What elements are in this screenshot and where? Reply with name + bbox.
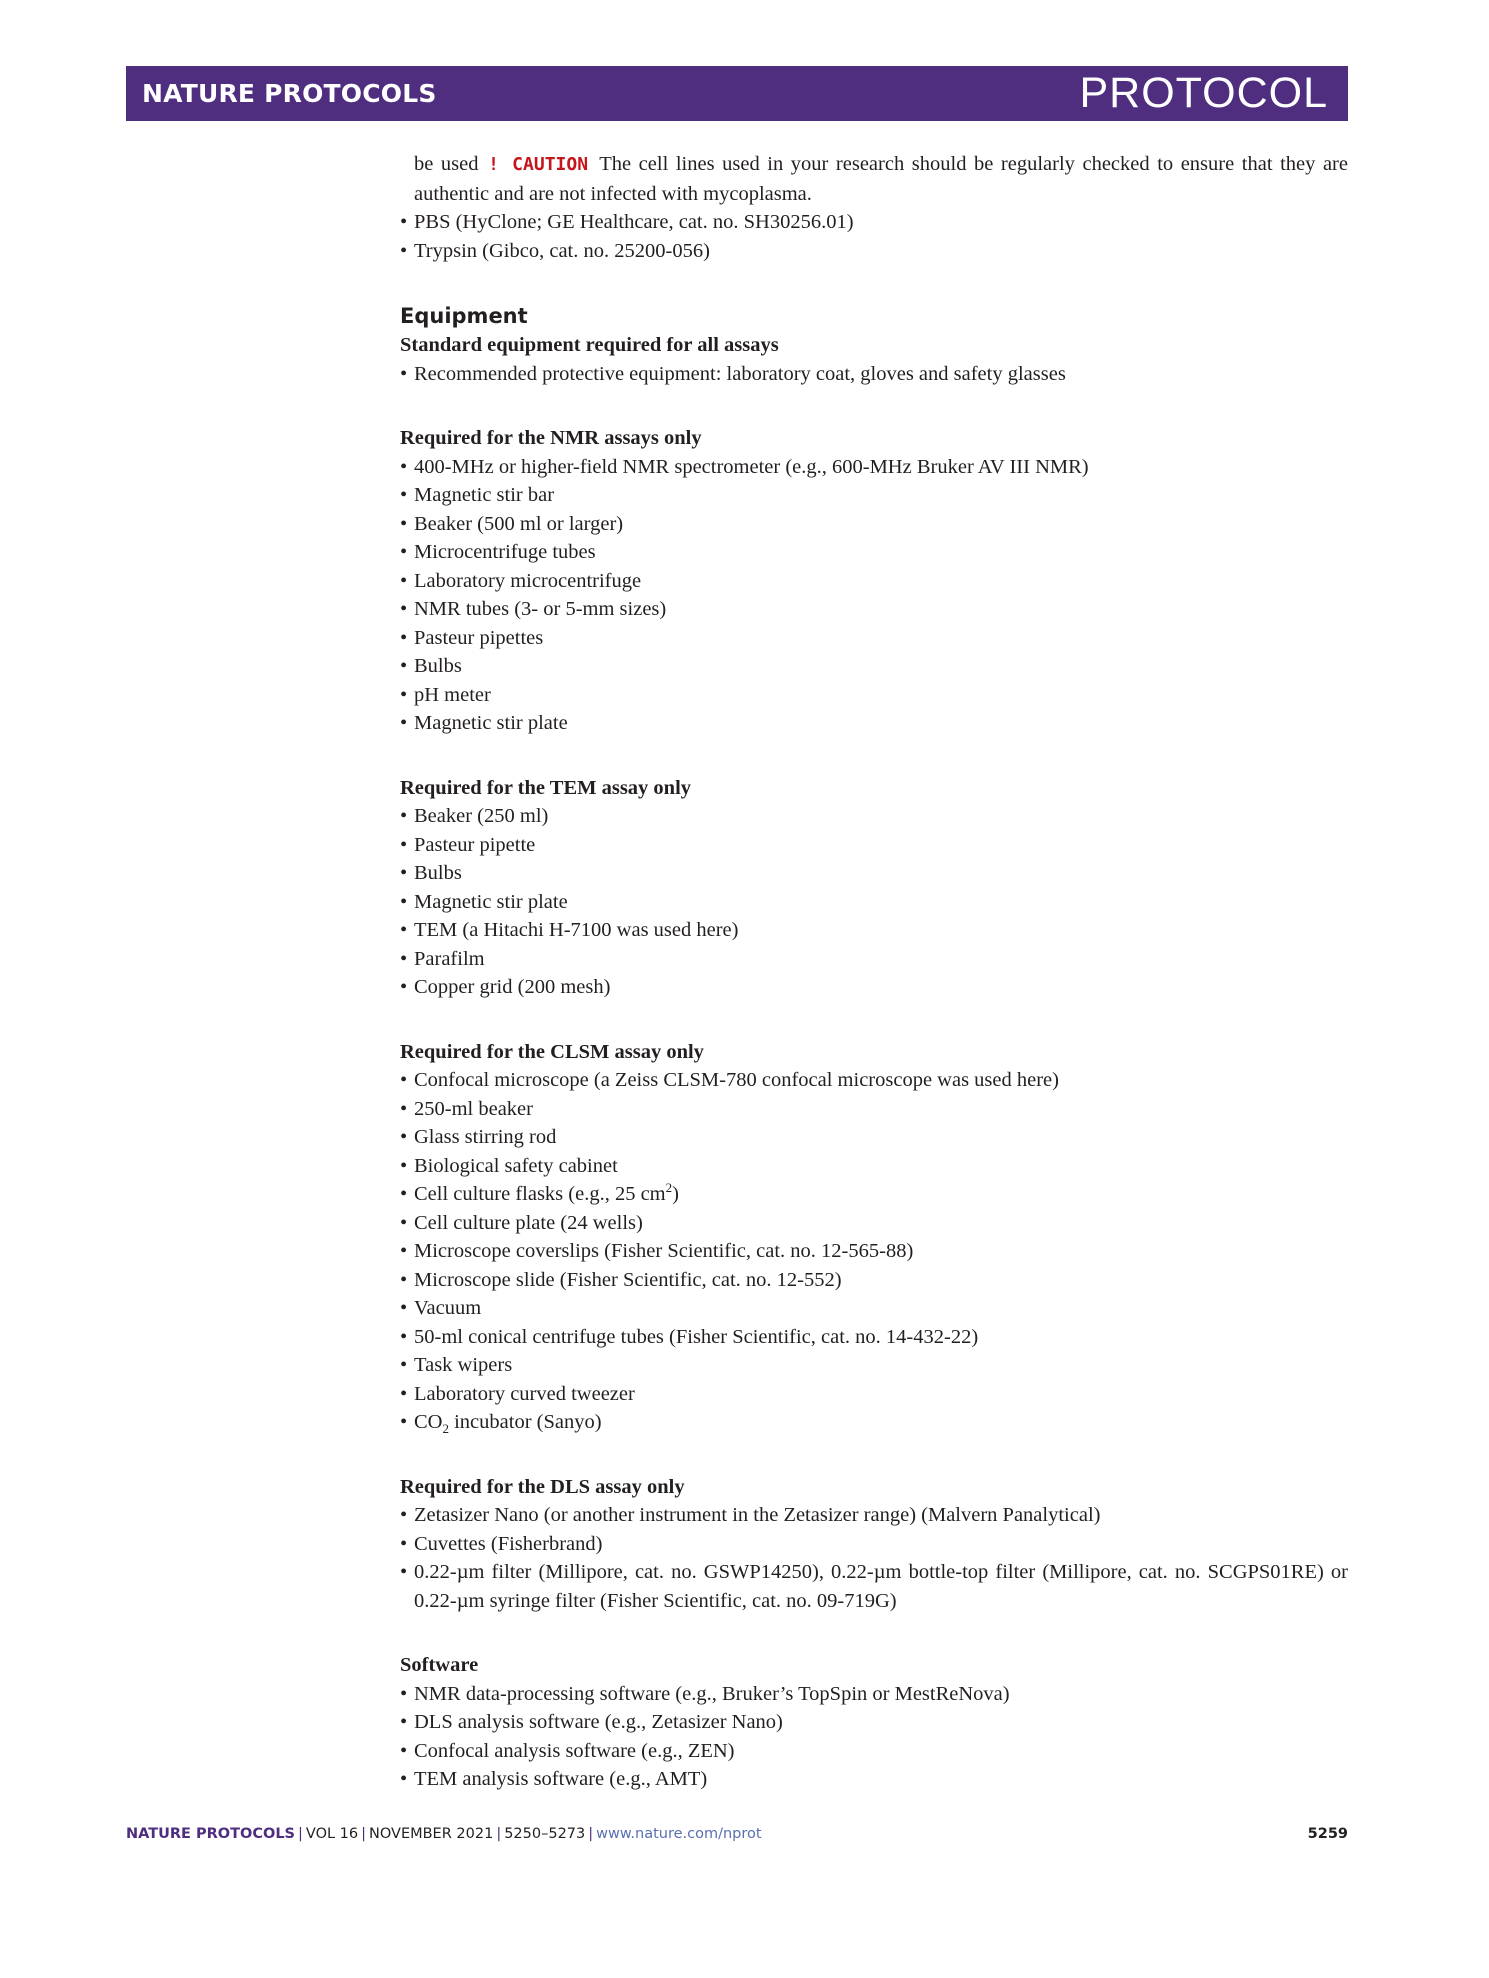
footer-citation (126, 1826, 762, 1842)
page-content (400, 150, 1348, 1794)
list-item: • NMR tubes (3- or 5-mm sizes) (400, 595, 1348, 624)
caution-label: ! CAUTION (488, 154, 589, 175)
subsection-title-dls: Required for the DLS assay only (400, 1475, 685, 1498)
list-item: • 250-ml beaker (400, 1095, 1348, 1124)
list-item: • Zetasizer Nano (or another instrument in the Zetasizer range) (Malvern Panalytical) (400, 1501, 1348, 1530)
standard-equipment-list (400, 360, 1348, 389)
list-item: • Laboratory microcentrifuge (400, 567, 1348, 596)
footer-url-link[interactable]: www.nature.com/nprot (596, 1826, 762, 1842)
list-item: • Microscope coverslips (Fisher Scientific, cat. no. 12-565-88) (400, 1237, 1348, 1266)
list-item: • Biological safety cabinet (400, 1152, 1348, 1181)
list-item: • pH meter (400, 681, 1348, 710)
list-item: • Vacuum (400, 1294, 1348, 1323)
software-list (400, 1680, 1348, 1794)
list-item: • Beaker (250 ml) (400, 802, 1348, 831)
separator: | (361, 1826, 367, 1842)
article-type: PROTOCOL (1079, 69, 1328, 117)
separator: | (298, 1826, 303, 1842)
footer-journal: NATURE PROTOCOLS (126, 1826, 296, 1842)
list-item: • Confocal microscope (a Zeiss CLSM-780 confocal microscope was used here) (400, 1066, 1348, 1095)
page-footer (126, 1826, 1348, 1848)
list-item: • Parafilm (400, 945, 1348, 974)
list-item: • TEM analysis software (e.g., AMT) (400, 1765, 1348, 1794)
list-item (400, 1408, 1348, 1437)
list-item: • Cell culture plate (24 wells) (400, 1209, 1348, 1238)
tem-equipment-list (400, 802, 1348, 1002)
list-item: • Microscope slide (Fisher Scientific, cat. no. 12-552) (400, 1266, 1348, 1295)
list-item: • Beaker (500 ml or larger) (400, 510, 1348, 539)
separator: | (588, 1826, 594, 1842)
list-item: • Glass stirring rod (400, 1123, 1348, 1152)
list-item: • 0.22-µm filter (Millipore, cat. no. GSWP14250), 0.22-µm bottle-top filter (Millipore, cat. no. SCGPS01RE) or 0.22-µm syringe filter (Fisher Scientific, cat. no. 09-719G) (400, 1558, 1348, 1615)
spacer (400, 388, 1348, 424)
subsection-title-clsm: Required for the CLSM assay only (400, 1040, 704, 1063)
dls-equipment-list (400, 1501, 1348, 1615)
list-item: • Pasteur pipettes (400, 624, 1348, 653)
list-item: • Confocal analysis software (e.g., ZEN) (400, 1737, 1348, 1766)
footer-pages: 5250–5273 (504, 1826, 586, 1842)
list-item: • Pasteur pipette (400, 831, 1348, 860)
list-item: • NMR data-processing software (e.g., Bruker’s TopSpin or MestReNova) (400, 1680, 1348, 1709)
list-item: • Laboratory curved tweezer (400, 1380, 1348, 1409)
co2-rest: incubator (Sanyo) (448, 1411, 602, 1433)
list-item: • TEM (a Hitachi H-7100 was used here) (400, 916, 1348, 945)
list-item: • Copper grid (200 mesh) (400, 973, 1348, 1002)
separator: | (496, 1826, 502, 1842)
footer-date: NOVEMBER 2021 (369, 1826, 494, 1842)
list-item (400, 1180, 1348, 1209)
subsection-title-nmr: Required for the NMR assays only (400, 427, 702, 449)
list-item: • Magnetic stir plate (400, 709, 1348, 738)
list-item: • 400-MHz or higher-field NMR spectrometer (e.g., 600-MHz Bruker AV III NMR) (400, 453, 1348, 482)
list-item: • Cuvettes (Fisherbrand) (400, 1530, 1348, 1559)
intro-text: be used (414, 153, 487, 175)
spacer (400, 738, 1348, 774)
list-item: • DLS analysis software (e.g., Zetasizer Nano) (400, 1708, 1348, 1737)
list-item: • Recommended protective equipment: laboratory coat, gloves and safety glasses (400, 360, 1348, 389)
list-item: • Trypsin (Gibco, cat. no. 25200-056) (400, 237, 1348, 266)
subsection-title-software: Software (400, 1654, 479, 1676)
intro-paragraph (400, 150, 1348, 208)
list-item: • PBS (HyClone; GE Healthcare, cat. no. SH30256.01) (400, 208, 1348, 237)
subsection-title-standard: Standard equipment required for all assays (400, 334, 779, 356)
section-title-equipment: Equipment (400, 304, 528, 328)
list-item: • Microcentrifuge tubes (400, 538, 1348, 567)
subscript: 2 (442, 1421, 449, 1437)
subsection-title-tem: Required for the TEM assay only (400, 776, 692, 799)
journal-header-banner (126, 66, 1348, 121)
page-number: 5259 (1307, 1826, 1348, 1842)
list-item: • Magnetic stir bar (400, 481, 1348, 510)
list-item: • 50-ml conical centrifuge tubes (Fisher Scientific, cat. no. 14-432-22) (400, 1323, 1348, 1352)
reagent-list (400, 208, 1348, 265)
superscript: 2 (665, 1180, 673, 1196)
spacer (400, 1437, 1348, 1473)
clsm-equipment-list (400, 1066, 1348, 1437)
co2-text: CO (414, 1411, 443, 1433)
list-item: • Bulbs (400, 859, 1348, 888)
spacer (400, 1615, 1348, 1651)
list-item: • Magnetic stir plate (400, 888, 1348, 917)
list-item: • Task wipers (400, 1351, 1348, 1380)
caution-text: The cell lines used in your research should be regularly checked to ensure that they are authentic and are not infected with mycoplasma. (414, 153, 1348, 205)
nmr-equipment-list (400, 453, 1348, 738)
journal-name: NATURE PROTOCOLS (142, 79, 437, 108)
spacer (400, 265, 1348, 301)
list-item: • Bulbs (400, 652, 1348, 681)
spacer (400, 1002, 1348, 1038)
flask-close: ) (672, 1183, 679, 1205)
footer-volume: VOL 16 (305, 1826, 359, 1842)
flask-text: Cell culture flasks (e.g., 25 cm (414, 1183, 666, 1205)
